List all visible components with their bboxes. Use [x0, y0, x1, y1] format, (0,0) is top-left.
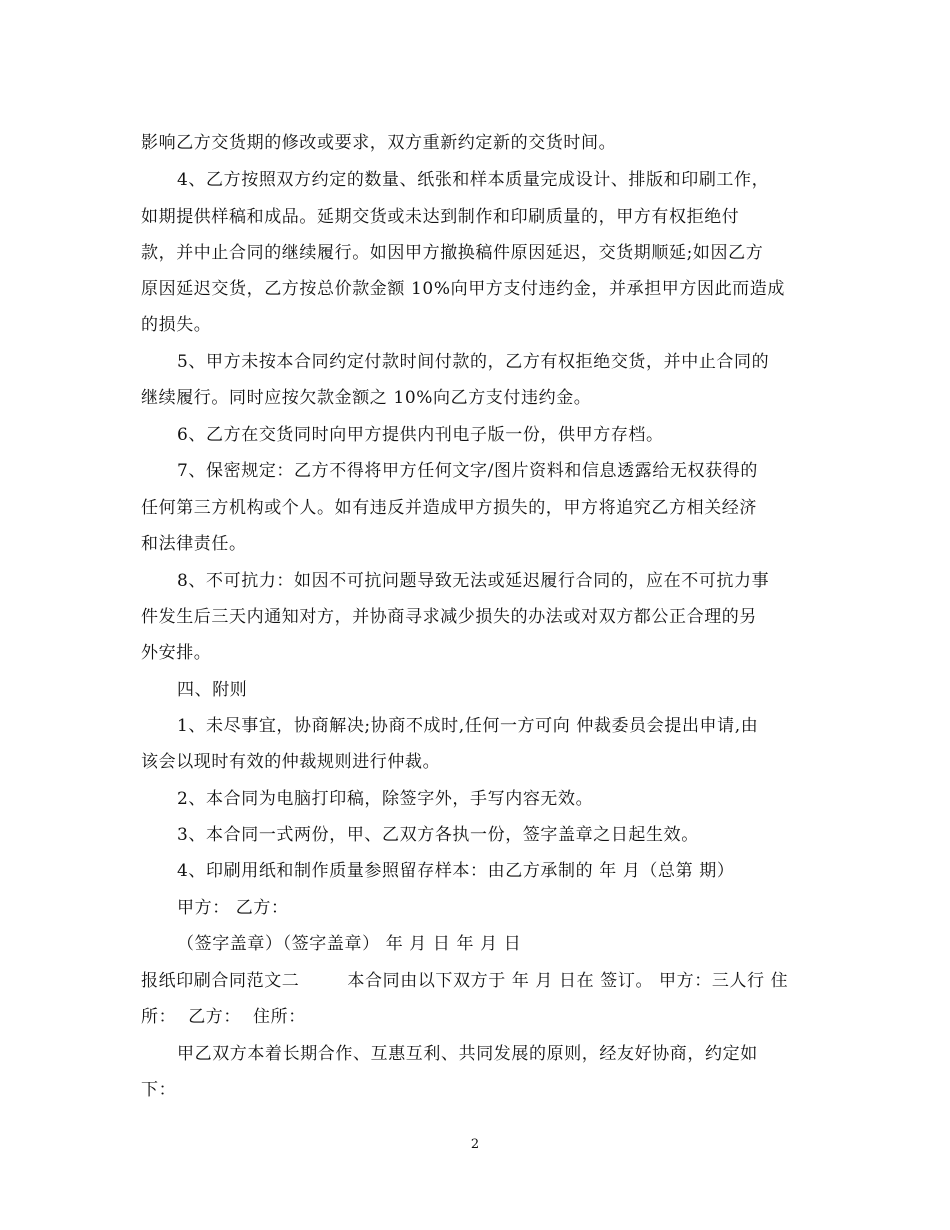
text-line-9: 6、乙方在交货同时向甲方提供内刊电子版一份，供甲方存档。 — [177, 425, 664, 445]
text-line-10: 7、保密规定：乙方不得将甲方任何文字/图片资料和信息透露给无权获得的 — [177, 461, 758, 481]
text-line-8: 继续履行。同时应按欠款金额之 10%向乙方支付违约金。 — [141, 388, 592, 408]
text-line-18: 该会以现时有效的仲裁规则进行仲裁。 — [141, 752, 441, 772]
text-line-6: 的损失。 — [141, 315, 212, 335]
text-line-5: 原因延迟交货，乙方按总价款金额 10%向甲方支付违约金，并承担甲方因此而造成 — [141, 279, 785, 299]
text-line-13: 8、不可抗力：如因不可抗问题导致无法或延迟履行合同的，应在不可抗力事 — [177, 571, 770, 591]
section-heading-appendix: 四、附则 — [177, 680, 248, 700]
text-line-27: 下： — [141, 1080, 177, 1100]
text-line-19: 2、本合同为电脑打印稿，除签字外，手写内容无效。 — [177, 789, 594, 809]
text-line-2: 4、乙方按照双方约定的数量、纸张和样本质量完成设计、排版和印刷工作， — [177, 170, 770, 190]
text-line-26: 甲乙双方本着长期合作、互惠互利、共同发展的原则，经友好协商，约定如 — [177, 1044, 758, 1064]
text-line-7: 5、甲方未按本合同约定付款时间付款的，乙方有权拒绝交货，并中止合同的 — [177, 352, 770, 372]
text-line-11: 任何第三方机构或个人。如有违反并造成甲方损失的，甲方将追究乙方相关经济 — [141, 498, 757, 518]
text-line-12: 和法律责任。 — [141, 534, 247, 554]
text-line-15: 外安排。 — [141, 643, 212, 663]
text-line-24: 报纸印刷合同范文二 本合同由以下双方于 年 月 日在 签订。 甲方：三人行 住 — [141, 971, 789, 991]
text-line-4: 款，并中止合同的继续履行。如因甲方撤换稿件原因延迟，交货期顺延;如因乙方 — [141, 243, 764, 263]
text-line-3: 如期提供样稿和成品。延期交货或未达到制作和印刷质量的，甲方有权拒绝付 — [141, 207, 740, 227]
text-line-17: 1、未尽事宜，协商解决;协商不成时,任何一方可向 仲裁委员会提出申请,由 — [177, 716, 759, 736]
text-line-20: 3、本合同一式两份，甲、乙双方各执一份，签字盖章之日起生效。 — [177, 825, 699, 845]
text-line-25: 所： 乙方： 住所： — [141, 1007, 306, 1027]
signature-parties-line: 甲方： 乙方： — [177, 898, 289, 918]
page-number: 2 — [470, 1137, 480, 1152]
signature-date-line: （签字盖章）（签字盖章） 年 月 日 年 月 日 — [177, 934, 522, 954]
text-line-1: 影响乙方交货期的修改或要求，双方重新约定新的交货时间。 — [141, 133, 617, 153]
text-line-21: 4、印刷用纸和制作质量参照留存样本：由乙方承制的 年 月（总第 期） — [177, 861, 735, 881]
text-line-14: 件发生后三天内通知对方，并协商寻求减少损失的办法或对双方都公正合理的另 — [141, 607, 757, 627]
